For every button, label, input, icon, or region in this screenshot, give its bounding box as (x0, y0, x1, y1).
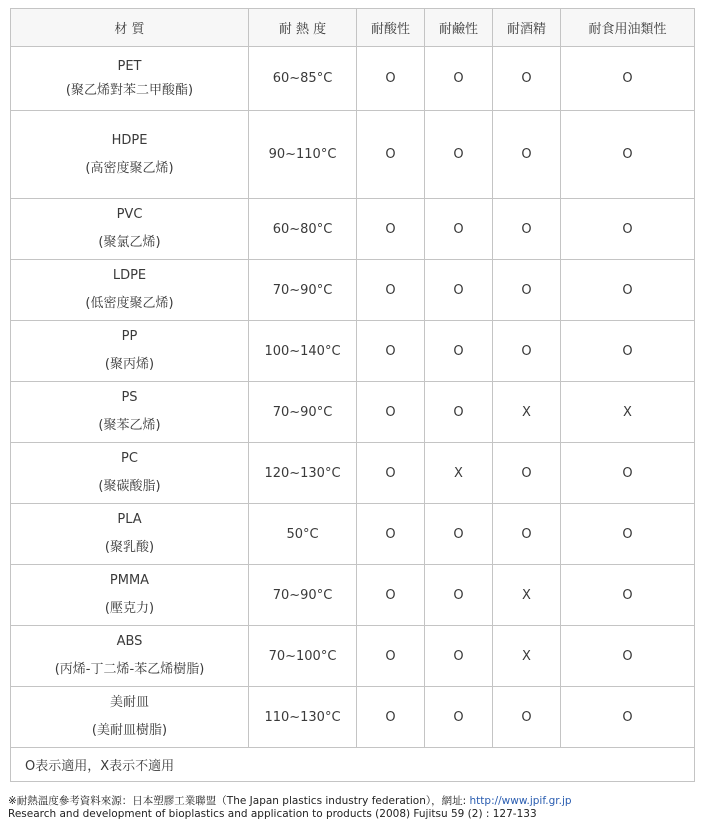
alkali-resistance-cell: O (425, 47, 493, 111)
acid-resistance-cell: O (357, 443, 425, 504)
heat-resistance-cell: 70~90°C (249, 382, 357, 443)
alkali-resistance-cell: O (425, 111, 493, 199)
header-acid-resistance: 耐酸性 (357, 9, 425, 47)
material-name-en: HDPE (111, 132, 148, 148)
material-name-en: PVC (116, 207, 143, 222)
alkali-resistance-cell: O (425, 565, 493, 626)
alcohol-resistance-cell: O (493, 111, 561, 199)
material-cell (11, 199, 249, 260)
footnote-line-1 (8, 795, 708, 808)
alcohol-resistance-cell: O (493, 199, 561, 260)
oil-resistance-cell: O (561, 565, 695, 626)
plastics-resistance-table-wrapper (10, 8, 694, 782)
heat-resistance-cell: 50°C (249, 504, 357, 565)
footnote-line-2: Research and development of bioplastics and application to products (2008) Fujitsu 59 (2) : 127-133 (8, 808, 537, 820)
header-alkali-resistance: 耐鹼性 (425, 9, 493, 47)
alkali-resistance-cell: O (425, 687, 493, 748)
material-cell (11, 687, 249, 748)
oil-resistance-cell: O (561, 260, 695, 321)
oil-resistance-cell: O (561, 687, 695, 748)
header-oil-resistance: 耐食用油類性 (561, 9, 695, 47)
material-name-zh: (聚乙烯對苯二甲酸酯) (65, 82, 194, 98)
acid-resistance-cell: O (357, 565, 425, 626)
acid-resistance-cell: O (357, 260, 425, 321)
table-row (11, 504, 695, 565)
alkali-resistance-cell: O (425, 382, 493, 443)
header-material: 材 質 (11, 9, 249, 47)
material-name-en: ABS (116, 634, 143, 649)
alcohol-resistance-cell: X (493, 565, 561, 626)
table-row (11, 565, 695, 626)
material-cell (11, 47, 249, 111)
alcohol-resistance-cell: O (493, 260, 561, 321)
material-name-zh: (聚碳酸脂) (98, 479, 161, 494)
material-cell (11, 321, 249, 382)
material-name-zh: (美耐皿樹脂) (91, 723, 168, 738)
material-name-zh: (聚氯乙烯) (98, 235, 161, 250)
heat-resistance-cell: 70~90°C (249, 565, 357, 626)
oil-resistance-cell: O (561, 199, 695, 260)
acid-resistance-cell: O (357, 321, 425, 382)
table-row (11, 443, 695, 504)
source-footnote (8, 795, 708, 821)
heat-resistance-cell: 60~85°C (249, 47, 357, 111)
material-name-zh: (低密度聚乙烯) (85, 296, 174, 311)
alkali-resistance-cell: O (425, 321, 493, 382)
acid-resistance-cell: O (357, 687, 425, 748)
heat-resistance-cell: 90~110°C (249, 111, 357, 199)
heat-resistance-cell: 70~90°C (249, 260, 357, 321)
acid-resistance-cell: O (357, 504, 425, 565)
material-name-zh: (壓克力) (104, 601, 155, 616)
material-name-zh: (丙烯-丁二烯-苯乙烯樹脂) (54, 662, 205, 677)
material-name-en: PS (121, 390, 138, 405)
oil-resistance-cell: O (561, 321, 695, 382)
material-name-en: PET (117, 58, 142, 74)
alcohol-resistance-cell: O (493, 47, 561, 111)
heat-resistance-cell: 70~100°C (249, 626, 357, 687)
plastics-resistance-table (10, 8, 695, 782)
alcohol-resistance-cell: O (493, 687, 561, 748)
acid-resistance-cell: O (357, 47, 425, 111)
heat-resistance-cell: 110~130°C (249, 687, 357, 748)
material-name-en: PLA (117, 512, 142, 527)
heat-resistance-cell: 120~130°C (249, 443, 357, 504)
alkali-resistance-cell: X (425, 443, 493, 504)
alcohol-resistance-cell: O (493, 321, 561, 382)
material-name-zh: (聚丙烯) (104, 357, 155, 372)
acid-resistance-cell: O (357, 382, 425, 443)
legend-row (11, 748, 695, 782)
alcohol-resistance-cell: X (493, 382, 561, 443)
material-name-zh: (聚乳酸) (104, 540, 155, 555)
material-cell (11, 626, 249, 687)
table-row (11, 111, 695, 199)
acid-resistance-cell: O (357, 626, 425, 687)
oil-resistance-cell: O (561, 504, 695, 565)
oil-resistance-cell: O (561, 47, 695, 111)
material-cell (11, 443, 249, 504)
oil-resistance-cell: O (561, 111, 695, 199)
table-row (11, 260, 695, 321)
alkali-resistance-cell: O (425, 199, 493, 260)
table-row (11, 321, 695, 382)
table-row (11, 626, 695, 687)
source-url-link[interactable]: http://www.jpif.gr.jp (469, 795, 572, 807)
heat-resistance-cell: 60~80°C (249, 199, 357, 260)
oil-resistance-cell: O (561, 443, 695, 504)
acid-resistance-cell: O (357, 111, 425, 199)
table-row (11, 687, 695, 748)
alcohol-resistance-cell: O (493, 504, 561, 565)
material-name-en: PMMA (109, 573, 150, 588)
material-cell (11, 565, 249, 626)
acid-resistance-cell: O (357, 199, 425, 260)
oil-resistance-cell: X (561, 382, 695, 443)
material-name-en: PP (121, 329, 138, 344)
footnote-source-text: ※耐熱溫度參考資料來源：日本塑膠工業聯盟（The Japan plastics industry federation），網址: (8, 795, 470, 807)
material-cell (11, 260, 249, 321)
header-row (11, 9, 695, 47)
material-cell (11, 504, 249, 565)
material-name-en: PC (121, 451, 138, 466)
material-name-zh: (聚苯乙烯) (98, 418, 161, 433)
oil-resistance-cell: O (561, 626, 695, 687)
alcohol-resistance-cell: X (493, 626, 561, 687)
header-alcohol-resistance: 耐酒精 (493, 9, 561, 47)
legend-text: O表示適用，X表示不適用 (11, 748, 695, 782)
alcohol-resistance-cell: O (493, 443, 561, 504)
material-cell (11, 382, 249, 443)
table-row (11, 47, 695, 111)
material-name-en: 美耐皿 (109, 695, 149, 710)
table-row (11, 382, 695, 443)
material-cell (11, 111, 249, 199)
material-name-zh: (高密度聚乙烯) (85, 160, 174, 176)
alkali-resistance-cell: O (425, 260, 493, 321)
material-name-en: LDPE (112, 268, 147, 283)
header-heat-resistance: 耐 熱 度 (249, 9, 357, 47)
alkali-resistance-cell: O (425, 626, 493, 687)
heat-resistance-cell: 100~140°C (249, 321, 357, 382)
alkali-resistance-cell: O (425, 504, 493, 565)
table-row (11, 199, 695, 260)
